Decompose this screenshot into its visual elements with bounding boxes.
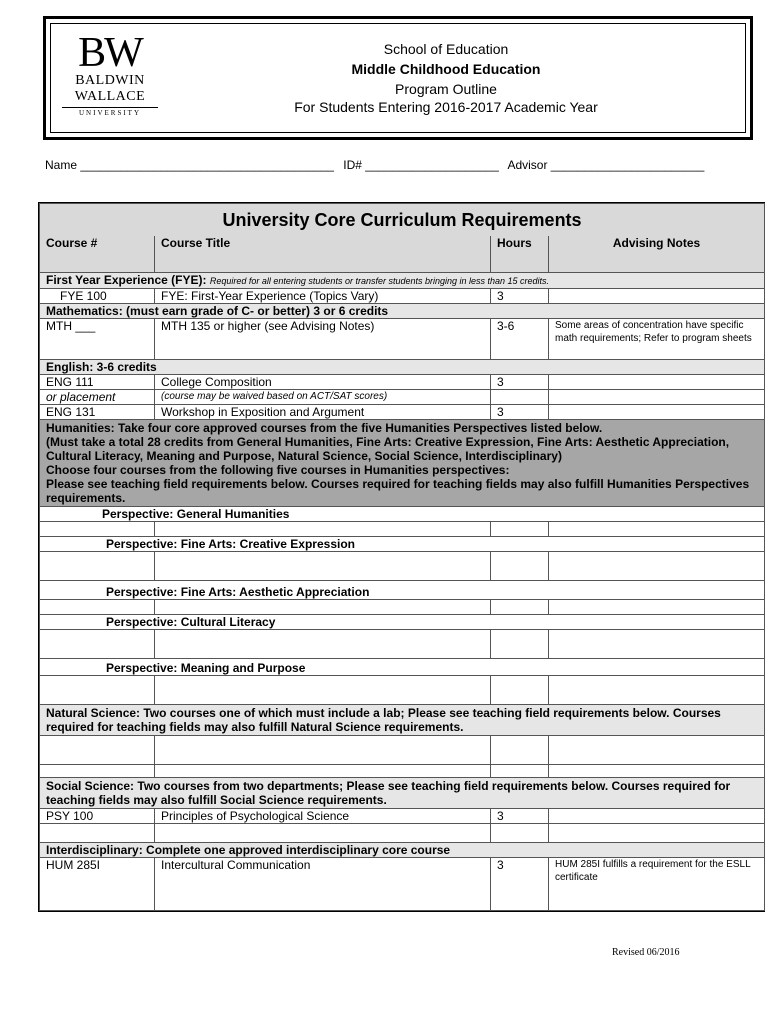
eng111-course: ENG 111 (40, 375, 155, 390)
humanities-line-4: Please see teaching field requirements below. Courses required for teaching fields may also fulfill Humanities Perspectives requirements. (46, 477, 750, 505)
hum-hours: 3 (491, 858, 549, 911)
blank-cell[interactable] (155, 824, 491, 843)
hum-title: Intercultural Communication (155, 858, 491, 911)
blank-cell[interactable] (155, 765, 491, 778)
col-notes: Advising Notes (549, 236, 765, 273)
blank-cell[interactable] (155, 522, 491, 537)
student-info-fields (45, 158, 735, 172)
advisor-field[interactable]: Advisor _______________________ (507, 158, 705, 172)
placement-hours[interactable] (491, 390, 549, 405)
perspective-meaning-purpose: Perspective: Meaning and Purpose (40, 659, 765, 676)
eng111-notes[interactable] (549, 375, 765, 390)
math-course[interactable]: MTH ___ (40, 319, 155, 360)
table-row (40, 289, 765, 304)
baldwin-wallace-logo (62, 30, 158, 123)
blank-cell[interactable] (549, 824, 765, 843)
header-box (43, 16, 753, 140)
logo-university: UNIVERSITY (62, 107, 158, 117)
blank-cell[interactable] (549, 676, 765, 705)
blank-cell[interactable] (491, 552, 549, 581)
table-row (40, 809, 765, 824)
blank-cell[interactable] (155, 676, 491, 705)
logo-name-1: BALDWIN (75, 73, 145, 88)
blank-cell[interactable] (40, 676, 155, 705)
col-hours: Hours (491, 236, 549, 273)
eng131-hours: 3 (491, 405, 549, 420)
document-type: Program Outline (395, 81, 497, 97)
interdisciplinary-header: Interdisciplinary: Complete one approved interdisciplinary core course (40, 843, 765, 858)
humanities-line-2: (Must take a total 28 credits from General Humanities, Fine Arts: Creative Expression, Fine Arts: Aesthetic Appreciation, Cultural Literacy, Meaning and Purpose, Natural Science, Social Science, Interdisciplinary) (46, 435, 730, 463)
humanities-line-3: Choose four courses from the following five courses in Humanities perspectives: (46, 463, 510, 477)
natural-science-header: Natural Science: Two courses one of which must include a lab; Please see teaching field requirements below. Courses required for teaching fields may also fulfill Natural Science requirements. (40, 705, 765, 736)
table-row (40, 405, 765, 420)
blank-cell[interactable] (491, 676, 549, 705)
table-row (40, 390, 765, 405)
humanities-header (40, 420, 765, 507)
program-name: Middle Childhood Education (351, 61, 541, 77)
blank-cell[interactable] (549, 765, 765, 778)
logo-mark: BW (78, 30, 142, 76)
fye-label: First Year Experience (FYE): (46, 273, 207, 287)
blank-cell[interactable] (40, 824, 155, 843)
table-row (40, 319, 765, 360)
blank-cell[interactable] (155, 630, 491, 659)
english-header: English: 3-6 credits (40, 360, 765, 375)
blank-cell[interactable] (491, 824, 549, 843)
math-note: Some areas of concentration have specific math requirements; Refer to program sheets (549, 319, 765, 360)
psy-notes[interactable] (549, 809, 765, 824)
math-title: MTH 135 or higher (see Advising Notes) (155, 319, 491, 360)
blank-cell[interactable] (40, 736, 155, 765)
blank-cell[interactable] (549, 600, 765, 615)
col-title: Course Title (155, 236, 491, 273)
blank-cell[interactable] (549, 630, 765, 659)
blank-cell[interactable] (40, 600, 155, 615)
blank-cell[interactable] (491, 630, 549, 659)
blank-cell[interactable] (155, 552, 491, 581)
perspective-creative-expression: Perspective: Fine Arts: Creative Expression (40, 537, 765, 552)
psy-hours: 3 (491, 809, 549, 824)
fye-hours: 3 (491, 289, 549, 304)
blank-cell[interactable] (491, 765, 549, 778)
blank-cell[interactable] (491, 736, 549, 765)
social-science-header: Social Science: Two courses from two departments; Please see teaching field requirements below. Courses required for teaching fields may also fulfill Social Science requirements. (40, 778, 765, 809)
placement-note: (course may be waived based on ACT/SAT scores) (155, 390, 491, 405)
eng111-hours: 3 (491, 375, 549, 390)
blank-cell[interactable] (155, 736, 491, 765)
humanities-line-1: Humanities: Take four core approved courses from the five Humanities Perspectives listed below. (46, 421, 603, 435)
placement-notes[interactable] (549, 390, 765, 405)
table-row (40, 858, 765, 911)
eng111-title: College Composition (155, 375, 491, 390)
perspective-general-humanities: Perspective: General Humanities (40, 507, 765, 522)
col-course: Course # (40, 236, 155, 273)
blank-cell[interactable] (40, 552, 155, 581)
psy-course: PSY 100 (40, 809, 155, 824)
eng131-title: Workshop in Exposition and Argument (155, 405, 491, 420)
perspective-cultural-literacy: Perspective: Cultural Literacy (40, 615, 765, 630)
school-name: School of Education (383, 41, 509, 57)
blank-cell[interactable] (549, 552, 765, 581)
fye-title: FYE: First-Year Experience (Topics Vary) (155, 289, 491, 304)
eng131-notes[interactable] (549, 405, 765, 420)
id-field[interactable]: ID# ____________________ (343, 158, 499, 172)
blank-cell[interactable] (491, 600, 549, 615)
math-header: Mathematics: (must earn grade of C- or better) 3 or 6 credits (40, 304, 765, 319)
blank-cell[interactable] (40, 630, 155, 659)
hum-note: HUM 285I fulfills a requirement for the ESLL certificate (549, 858, 765, 911)
placement-label: or placement (40, 390, 155, 405)
perspective-aesthetic-appreciation: Perspective: Fine Arts: Aesthetic Appreciation (40, 581, 765, 600)
fye-notes[interactable] (549, 289, 765, 304)
blank-cell[interactable] (155, 600, 491, 615)
blank-cell[interactable] (549, 522, 765, 537)
eng131-course: ENG 131 (40, 405, 155, 420)
fye-course: FYE 100 (40, 289, 155, 304)
name-field[interactable]: Name ______________________________________ (45, 158, 334, 172)
psy-title: Principles of Psychological Science (155, 809, 491, 824)
blank-cell[interactable] (40, 765, 155, 778)
fye-note: Required for all entering students or transfer students bringing in less than 15 credits. (209, 276, 550, 286)
revised-date: Revised 06/2016 (612, 947, 680, 958)
math-hours: 3-6 (491, 319, 549, 360)
logo-name-2: WALLACE (74, 89, 146, 104)
core-curriculum-table (38, 202, 765, 912)
blank-cell[interactable] (40, 522, 155, 537)
hum-course: HUM 285I (40, 858, 155, 911)
blank-cell[interactable] (491, 522, 549, 537)
table-title: University Core Curriculum Requirements (40, 204, 765, 237)
fye-header (40, 273, 765, 289)
blank-cell[interactable] (549, 736, 765, 765)
academic-year: For Students Entering 2016-2017 Academic Year (294, 99, 598, 115)
table-row (40, 375, 765, 390)
